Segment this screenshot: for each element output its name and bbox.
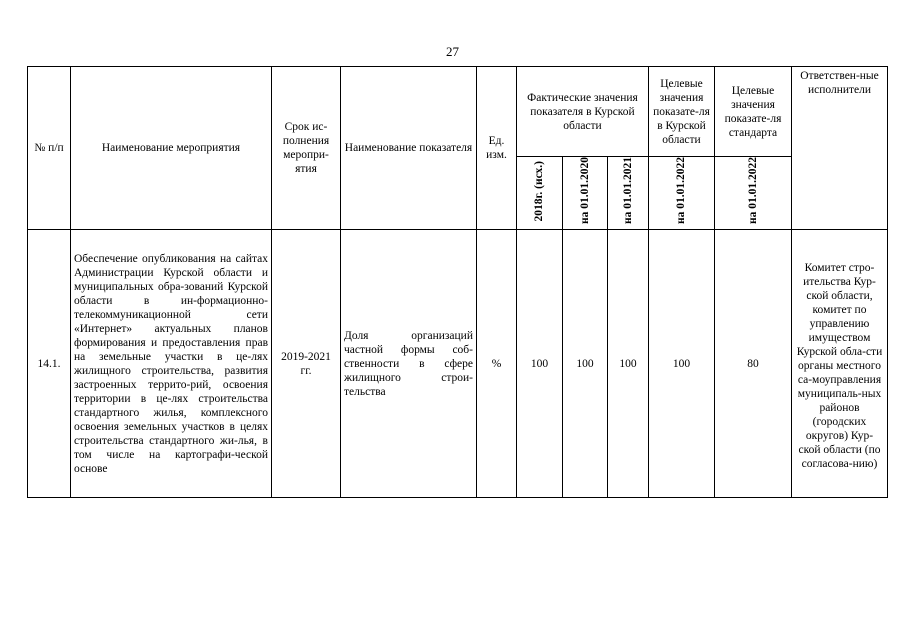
row-value-2020: 100: [563, 230, 608, 498]
header-sub-2022-standard: на 01.01.2022: [715, 157, 792, 230]
header-responsible: Ответствен-ные исполнители: [792, 67, 888, 230]
page-number: 27: [446, 44, 459, 59]
header-sub-2021: на 01.01.2021: [608, 157, 649, 230]
row-target-region: 100: [649, 230, 715, 498]
header-term: Срок ис-полнения меропри-ятия: [272, 67, 341, 230]
table-row: [28, 230, 888, 498]
header-indicator: Наименование показателя: [341, 67, 477, 230]
header-unit: Ед. изм.: [477, 67, 517, 230]
row-value-2021: 100: [608, 230, 649, 498]
measures-table: [27, 66, 888, 498]
row-responsible: Комитет стро-ительства Кур-ской области, комитет по управлению имуществом Курской обла-сти органы местного са-моуправления муниципаль-ных районов (городских округов) Кур-ской области (по согласова-нию): [792, 230, 888, 498]
row-value-2018: 100: [517, 230, 563, 498]
header-sub-2020: на 01.01.2020: [563, 157, 608, 230]
header-sub-2018: 2018г. (исх.): [517, 157, 563, 230]
header-target-standard: Целевые значения показате-ля стандарта: [715, 67, 792, 157]
row-unit: %: [477, 230, 517, 498]
header-sub-2022-region: на 01.01.2022: [649, 157, 715, 230]
row-term: 2019-2021 гг.: [272, 230, 341, 498]
row-measure-name: Обеспечение опубликования на сайтах Администрации Курской области и муниципальных обра-зований Курской области в ин-формационно-телекоммуникационной сети «Интернет» актуальных планов формирования и предоставления прав на земельные участки в це-лях жилищного строительства, развития застроенных террито-рий, освоения территории в це-лях строительства стандартного жилья, комплексного освоения земельных участков в целях строительства стандартного жи-лья, в том числе на картографи-ческой основе: [71, 230, 272, 498]
row-target-standard: 80: [715, 230, 792, 498]
header-name: Наименование мероприятия: [71, 67, 272, 230]
row-num: 14.1.: [28, 230, 71, 498]
header-num: № п/п: [28, 67, 71, 230]
header-target-region: Целевые значения показате-ля в Курской области: [649, 67, 715, 157]
header-actual: Фактические значения показателя в Курской области: [517, 67, 649, 157]
row-indicator: Доля организаций частной формы соб-ственности в сфере жилищного строи-тельства: [341, 230, 477, 498]
